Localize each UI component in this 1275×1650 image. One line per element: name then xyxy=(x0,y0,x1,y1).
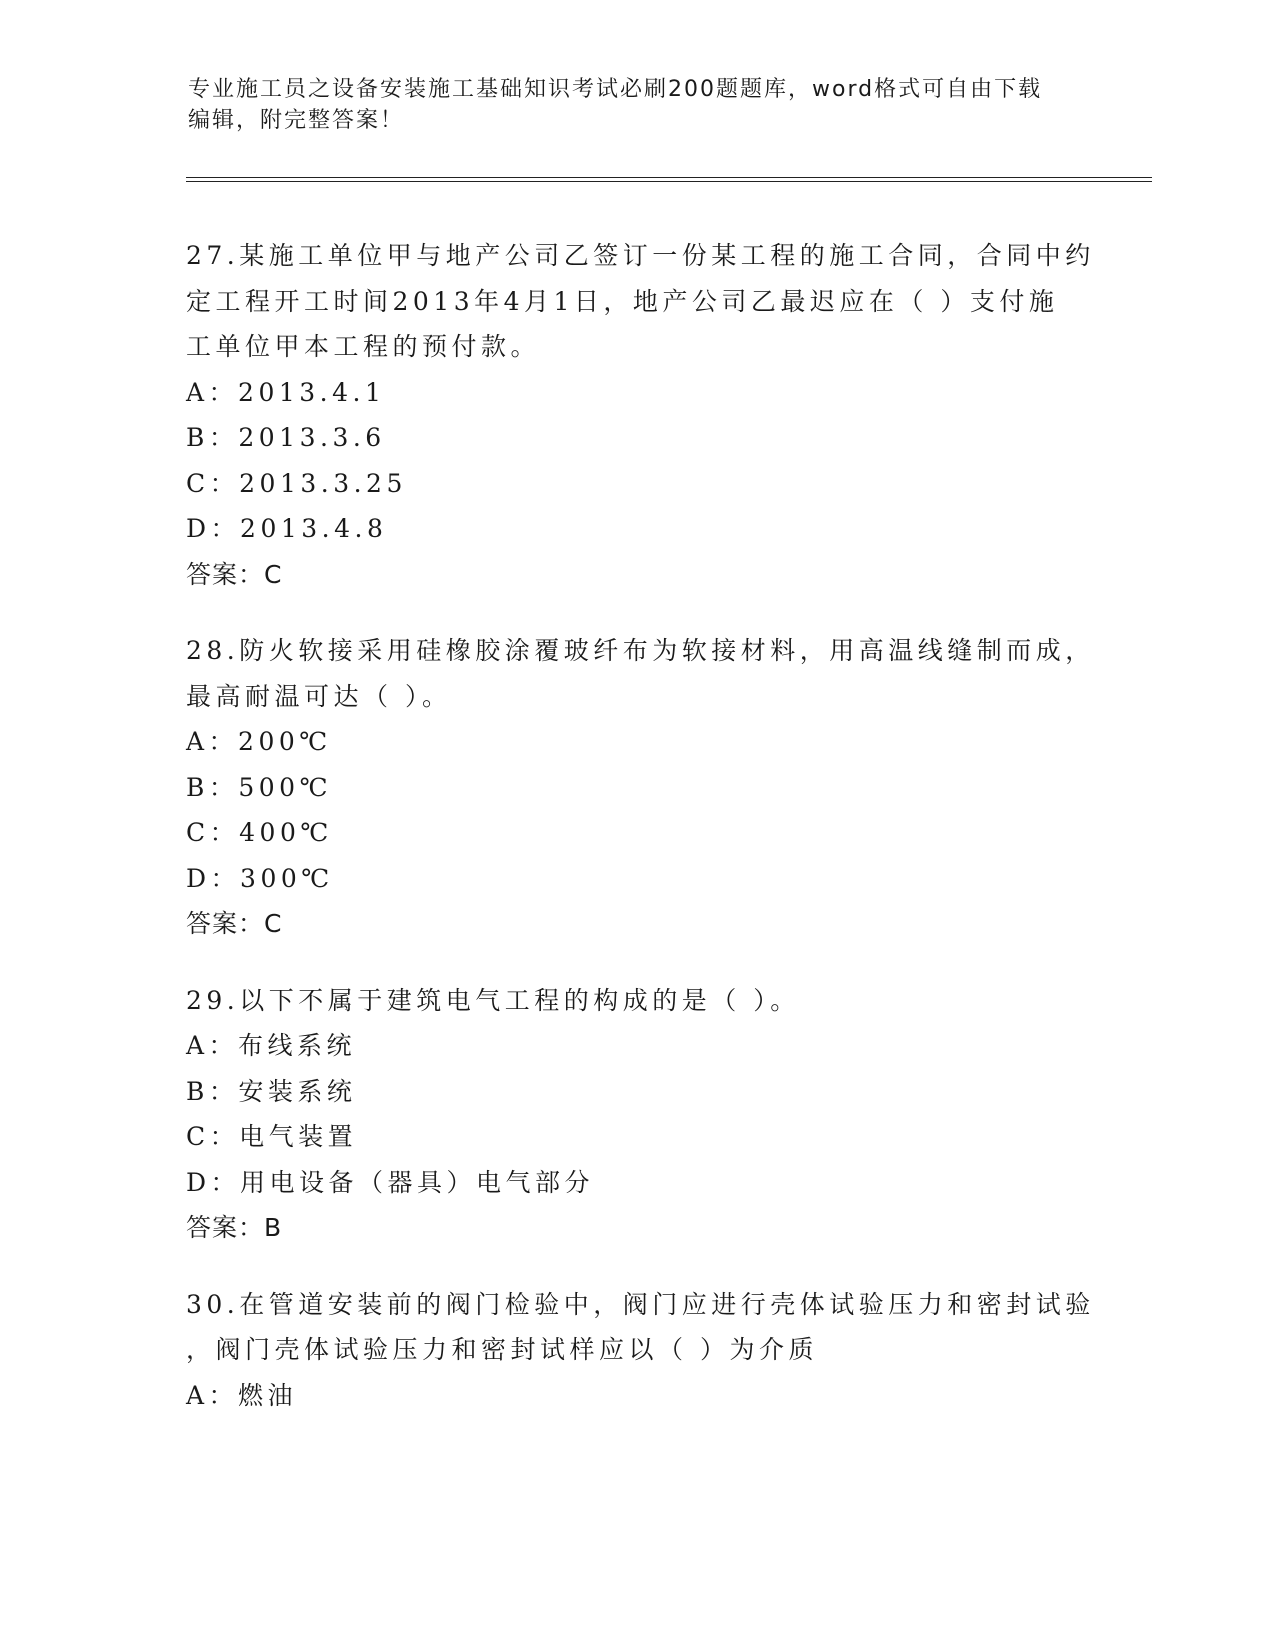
document-header xyxy=(188,74,1068,136)
question-list xyxy=(186,233,1095,1449)
option-c: C：2013.3.25 xyxy=(186,468,407,498)
question-stem: 29.以下不属于建筑电气工程的构成的是（ ）。 xyxy=(186,985,800,1015)
option-b: B：500℃ xyxy=(186,772,333,802)
question-stem: 工单位甲本工程的预付款。 xyxy=(186,332,541,361)
question-30 xyxy=(186,1282,1095,1419)
question-stem: 27.某施工单位甲与地产公司乙签订一份某工程的施工合同，合同中约 xyxy=(186,241,1095,270)
option-c: C：400℃ xyxy=(186,818,333,847)
question-29 xyxy=(186,978,1086,1251)
option-b: B：安装系统 xyxy=(186,1076,357,1106)
option-c: C：电气装置 xyxy=(186,1122,358,1151)
option-a: A：2013.4.1 xyxy=(186,377,386,407)
option-d: D：2013.4.8 xyxy=(186,514,388,543)
header-title-line-2: 编辑，附完整答案！ xyxy=(188,108,405,133)
option-a: A：燃油 xyxy=(186,1380,298,1410)
question-27 xyxy=(186,233,1095,597)
option-d: D：300℃ xyxy=(186,863,334,893)
answer: 答案：C xyxy=(186,559,283,589)
question-28 xyxy=(186,628,1095,947)
option-d: D：用电设备（器具）电气部分 xyxy=(186,1167,595,1197)
answer: 答案：C xyxy=(186,909,283,938)
question-stem: 最高耐温可达（ ）。 xyxy=(186,681,452,711)
question-stem: 30.在管道安装前的阀门检验中，阀门应进行壳体试验压力和密封试验 xyxy=(186,1289,1095,1319)
option-a: A：布线系统 xyxy=(186,1031,357,1060)
question-stem: 定工程开工时间2013年4月1日，地产公司乙最迟应在（ ）支付施 xyxy=(186,286,1059,316)
header-title-line-1: 专业施工员之设备安装施工基础知识考试必刷200题题库，word格式可自由下载 xyxy=(188,77,1043,102)
answer: 答案：B xyxy=(186,1213,283,1242)
header-divider-top xyxy=(186,177,1152,178)
option-b: B：2013.3.6 xyxy=(186,423,386,452)
question-stem: 28.防火软接采用硅橡胶涂覆玻纤布为软接材料，用高温线缝制而成， xyxy=(186,636,1095,665)
question-stem: ，阀门壳体试验压力和密封试样应以（ ）为介质 xyxy=(186,1335,818,1364)
option-a: A：200℃ xyxy=(186,727,332,756)
header-divider-bottom xyxy=(186,181,1152,182)
